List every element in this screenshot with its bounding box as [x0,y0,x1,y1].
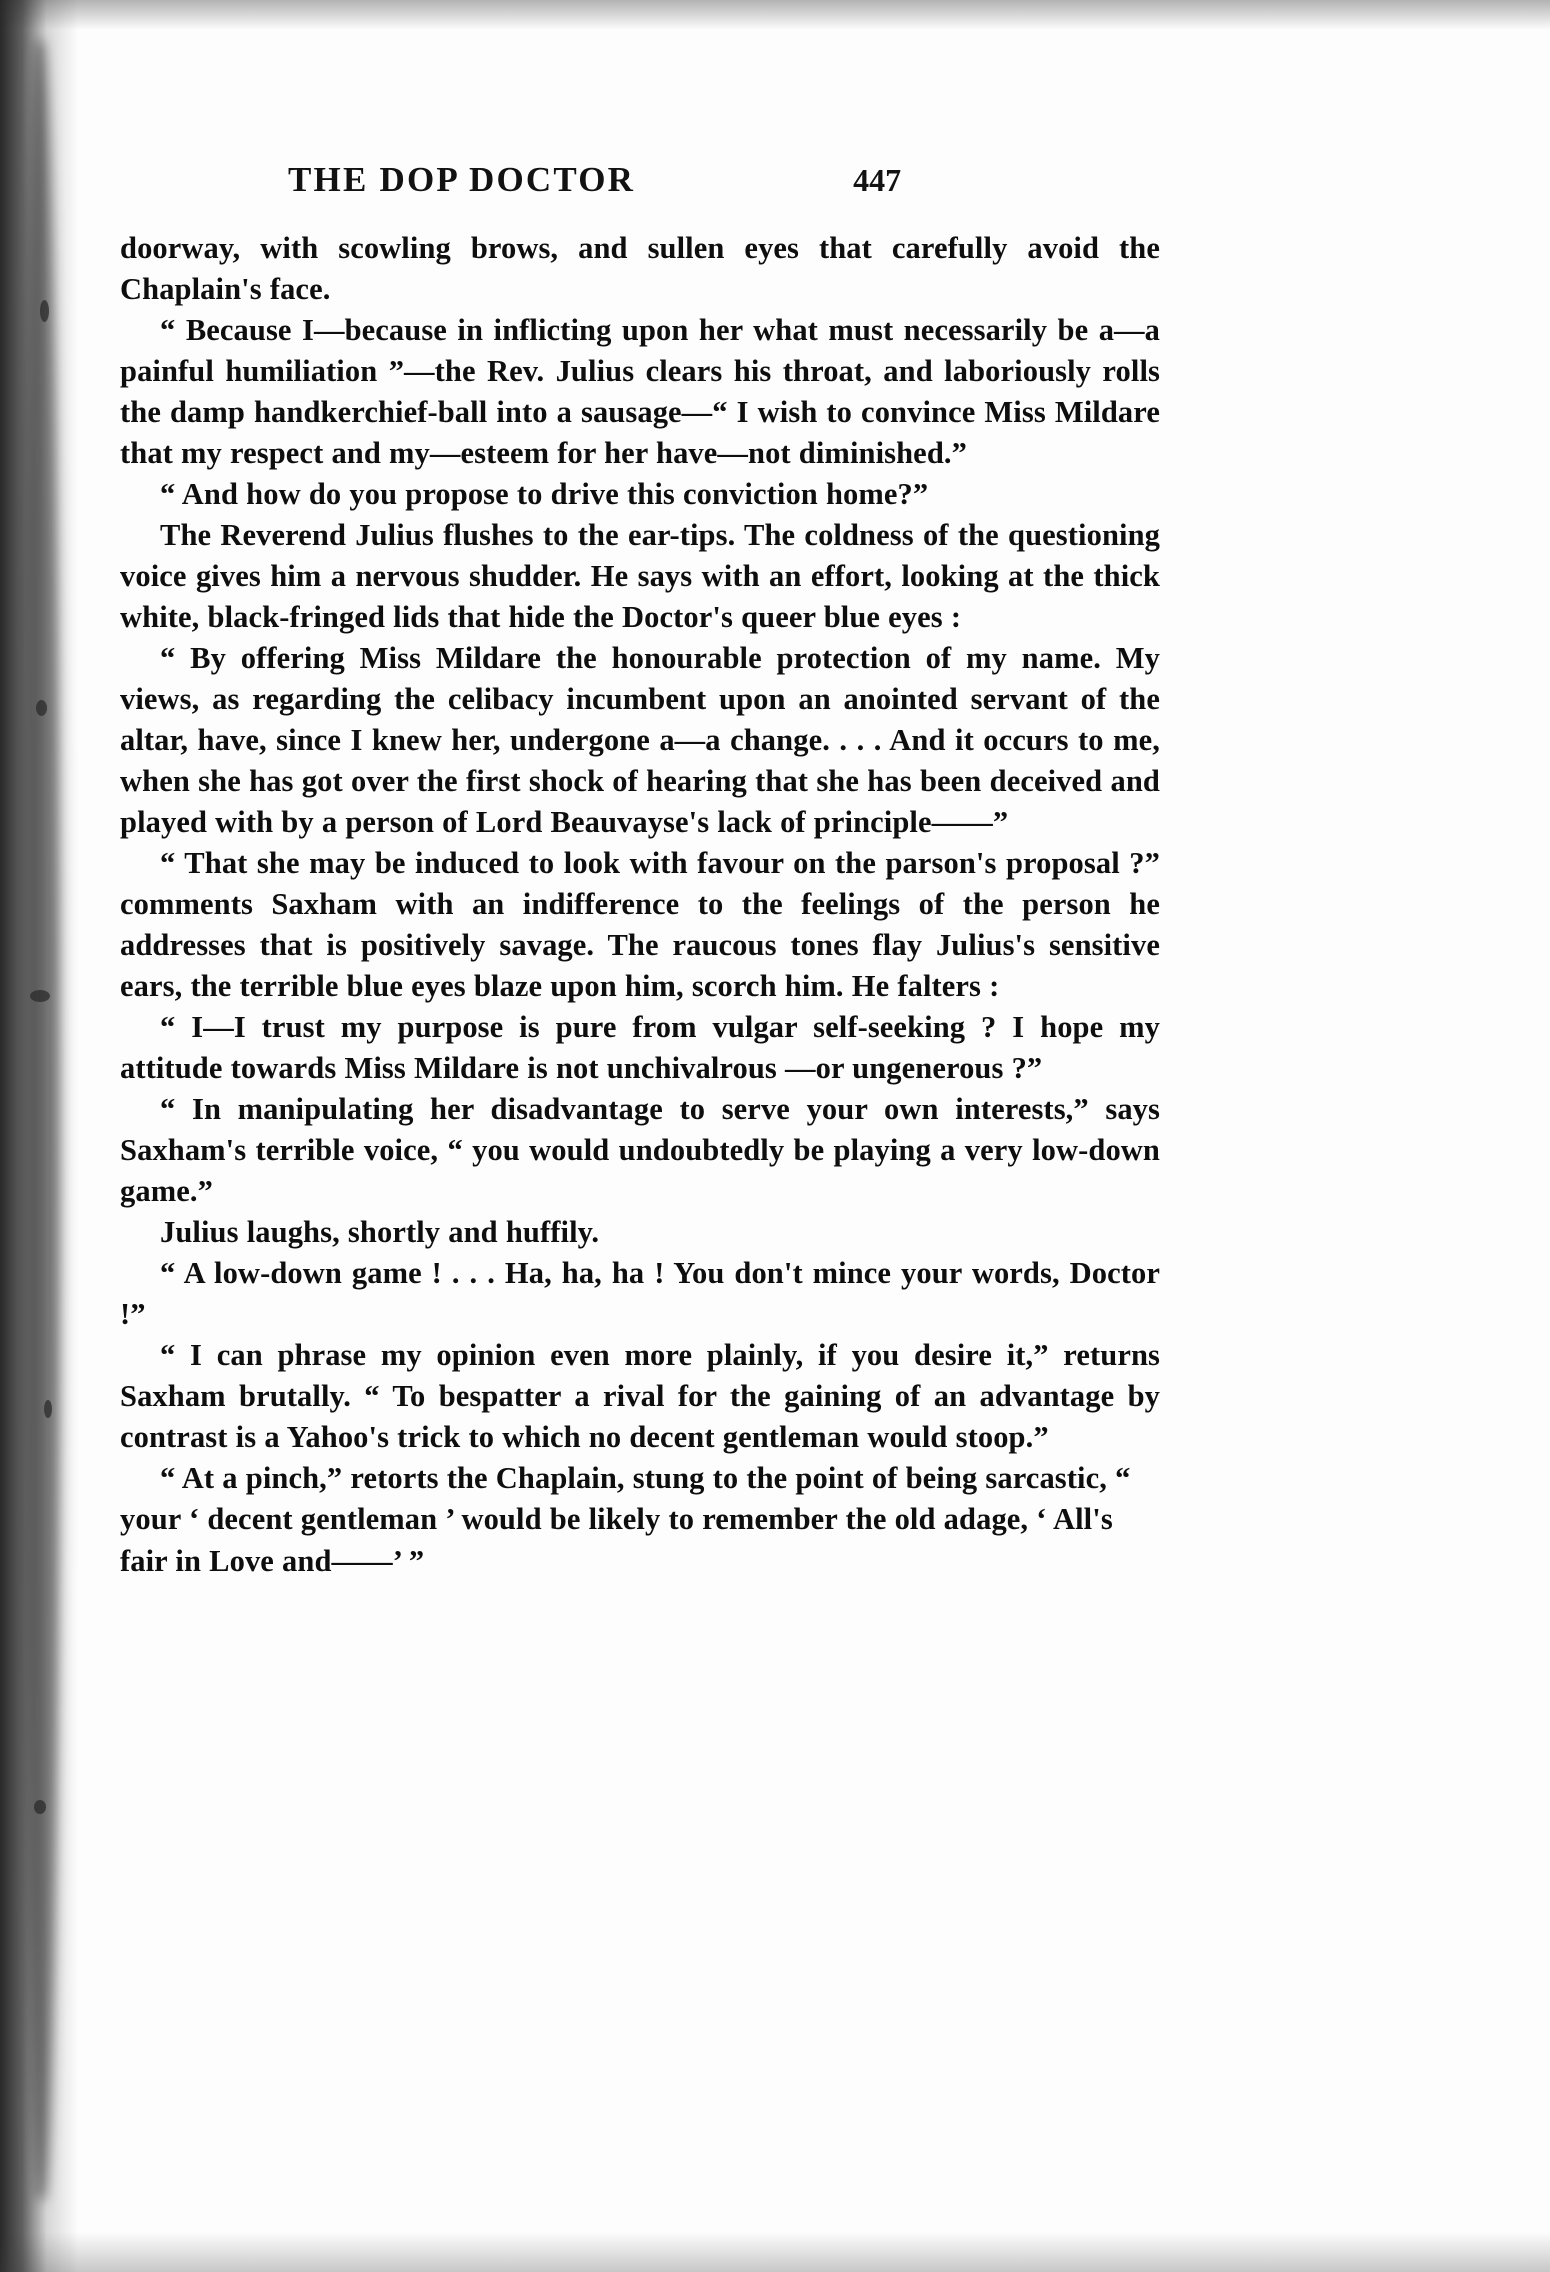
paragraph: “ I—I trust my purpose is pure from vulgar self-seeking ? I hope my attitude towards Miss Mildare is not unchivalrous —or ungenerous ?” [120,1010,1160,1086]
paragraph: “ A low-down game ! . . . Ha, ha, ha ! You don't mince your words, Doctor !” [120,1256,1160,1332]
paragraph: “ By offering Miss Mildare the honourable protection of my name. My views, as regarding the celibacy incumbent upon an anointed servant of the altar, have, since I knew her, undergone a—a change. . . . And it occurs to me, when she has got over the first shock of hearing that she has been deceived and played with by a person of Lord Beauvayse's lack of principle——” [120,641,1160,840]
running-head [120,160,1160,202]
scan-speck [44,1400,52,1418]
paragraph: “ In manipulating her disadvantage to serve your own interests,” says Saxham's terrible voice, “ you would undoubtedly be playing a very low-down game.” [120,1092,1160,1209]
paragraph: Julius laughs, shortly and huffily. [160,1215,600,1250]
page-number: 447 [853,162,902,198]
paragraph: “ At a pinch,” retorts the Chaplain, stung to the point of being sarcastic, “ your ‘ decent gentleman ’ would be likely to remember the old adage, ‘ All's fair in Love and——’ ” [120,1461,1131,1578]
scan-speck [34,1800,46,1814]
paragraph: “ That she may be induced to look with favour on the parson's proposal ?” comments Saxham with an indifference to the feelings of the person he addresses that is positively savage. The raucous tones flay Julius's sensitive ears, the terrible blue eyes blaze upon him, scorch him. He falters : [120,846,1160,1004]
scan-shadow-left [0,0,78,2272]
scan-shadow-top [0,0,1550,30]
paragraph: “ Because I—because in inflicting upon her what must necessarily be a—a painful humiliation ”—the Rev. Julius clears his throat, and laboriously rolls the damp handkerchief-ball into a sausage—“ I wish to convince Miss Mildare that my respect and my—esteem for her have—not diminished.” [120,313,1160,471]
paragraph: “ And how do you propose to drive this conviction home?” [160,477,929,512]
scan-shadow-bottom [0,2232,1550,2272]
scan-speck [30,990,50,1002]
paragraph: The Reverend Julius flushes to the ear-tips. The coldness of the questioning voice gives him a nervous shudder. He says with an effort, looking at the thick white, black-fringed lids that hide the Doctor's queer blue eyes : [120,518,1160,635]
page-content [120,160,1160,1582]
paragraph: doorway, with scowling brows, and sullen eyes that carefully avoid the Chaplain's face. [120,231,1160,307]
scan-speck [40,300,49,322]
scan-speck [36,700,47,716]
paragraph: “ I can phrase my opinion even more plainly, if you desire it,” returns Saxham brutally. “ To bespatter a rival for the gaining of an advantage by contrast is a Yahoo's trick to which no decent gentleman would stoop.” [120,1338,1160,1455]
body-text [120,228,1160,1582]
page-title: THE DOP DOCTOR [288,160,636,199]
